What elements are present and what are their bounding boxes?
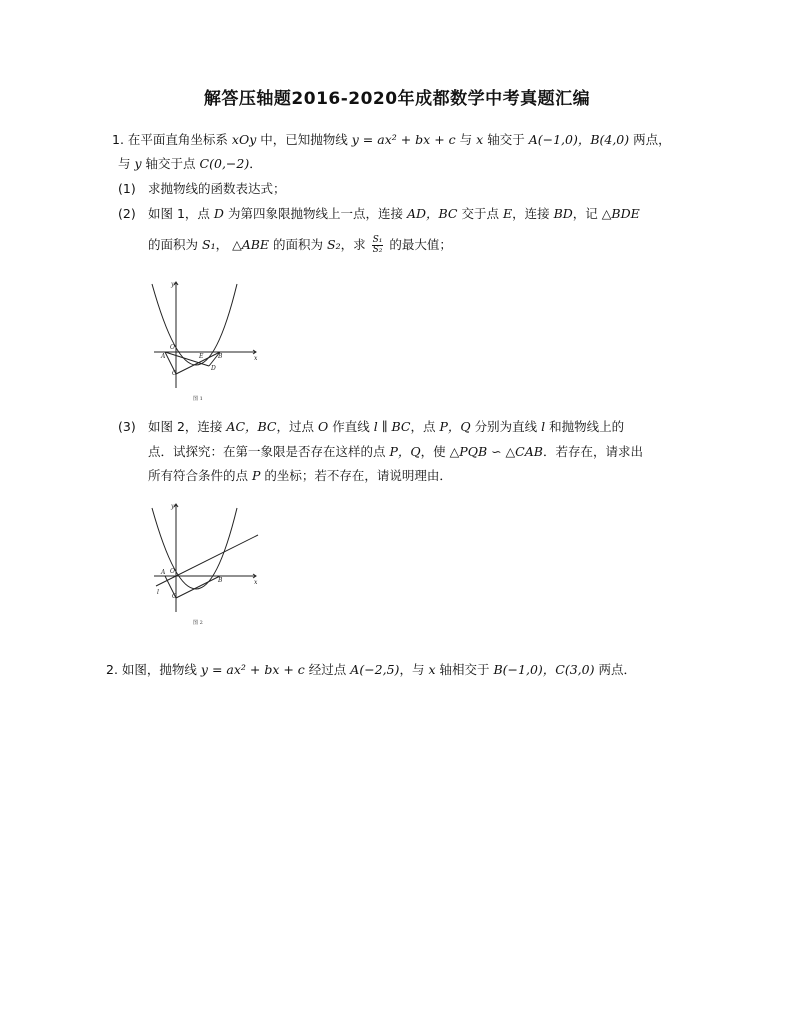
q1-text: 的坐标；若不存在，请说明理由． bbox=[264, 468, 452, 483]
q1-points-ab: A(−1,0)，B(4,0) bbox=[528, 132, 630, 147]
q1-text: 的面积为 bbox=[273, 237, 324, 252]
q1-part-2-number: (2) bbox=[118, 206, 136, 221]
fig2-parabola bbox=[152, 508, 237, 589]
q1-math-xoy: xOy bbox=[231, 132, 257, 147]
q1-text: ，求 bbox=[340, 237, 366, 252]
document-title: 解答压轴题2016-2020年成都数学中考真题汇编 bbox=[203, 89, 591, 109]
q1-text: 的最大值； bbox=[389, 237, 452, 252]
q2-text: 如图，抛物线 bbox=[121, 662, 197, 677]
q2-points-bc: B(−1,0)，C(3,0) bbox=[493, 662, 595, 677]
q1-text: ，记 bbox=[572, 206, 598, 221]
q1-text: 的面积为 bbox=[148, 237, 199, 252]
fraction-denominator: S₂ bbox=[372, 245, 383, 255]
q1-text: 与 bbox=[118, 156, 131, 171]
q1-math-x: x bbox=[476, 132, 484, 147]
q1-text: 作直线 bbox=[332, 419, 370, 434]
fig2-label-b: B bbox=[218, 577, 223, 584]
q1-math: AD，BC bbox=[406, 206, 458, 221]
fig2-label-c: C bbox=[172, 593, 177, 600]
q1-text: 和抛物线上的 bbox=[549, 419, 625, 434]
fig1-label-x: x bbox=[254, 355, 258, 362]
q1-part-2-line-2 bbox=[148, 236, 452, 255]
fig2-label-l: l bbox=[157, 589, 159, 596]
q1-math: l bbox=[541, 419, 546, 434]
fig1-label-b: B bbox=[218, 353, 223, 360]
q1-point-c: C(0,−2) bbox=[199, 156, 250, 171]
q1-part-1-text: 求抛物线的函数表达式； bbox=[148, 181, 286, 196]
q1-math: BD bbox=[553, 206, 573, 221]
q1-equation: y = ax² + bx + c bbox=[351, 132, 456, 147]
q1-text: 为第四象限抛物线上一点，连接 bbox=[227, 206, 403, 221]
fig2-label-a: A bbox=[161, 569, 166, 576]
fig2-label-o: O bbox=[170, 568, 175, 575]
q1-text: ． bbox=[249, 156, 262, 171]
q1-math: △PQB ∽ △CAB bbox=[449, 444, 543, 459]
fig2-caption: 图 2 bbox=[193, 620, 203, 626]
figure-1 bbox=[148, 278, 263, 402]
fig1-label-d: D bbox=[211, 365, 216, 372]
q1-math: P bbox=[252, 468, 261, 483]
fig2-label-y: y bbox=[171, 503, 175, 510]
q1-text: 如图 1，点 bbox=[148, 206, 210, 221]
q1-part-2-line-1 bbox=[148, 205, 640, 223]
fig1-label-c: C bbox=[172, 370, 177, 377]
q1-math: S₁ bbox=[202, 237, 216, 252]
q1-part-1 bbox=[118, 180, 136, 198]
fig1-label-e: E bbox=[199, 353, 204, 360]
q1-math: S₂ bbox=[327, 237, 341, 252]
q1-part-3-line-2 bbox=[148, 443, 643, 461]
q1-part-3-line-1 bbox=[148, 418, 624, 436]
fig2-label-x: x bbox=[254, 579, 258, 586]
q1-text: 轴交于点 bbox=[145, 156, 196, 171]
fig1-label-y: y bbox=[171, 281, 175, 288]
q1-text: 分别为直线 bbox=[474, 419, 538, 434]
q1-math: E bbox=[502, 206, 513, 221]
q1-fraction bbox=[372, 236, 384, 255]
q1-text: ，过点 bbox=[276, 419, 315, 434]
q2-math-x: x bbox=[428, 662, 436, 677]
q2-equation: y = ax² + bx + c bbox=[200, 662, 305, 677]
fig1-label-o: O bbox=[170, 344, 175, 351]
q1-text: ， bbox=[215, 237, 229, 252]
q2-point-a: A(−2,5) bbox=[350, 662, 400, 677]
q1-text: 轴交于 bbox=[487, 132, 525, 147]
q1-number: 1. bbox=[112, 132, 124, 147]
q2-line-1 bbox=[106, 661, 636, 679]
fraction-numerator: S₁ bbox=[372, 235, 383, 245]
q1-text: 在平面直角坐标系 bbox=[127, 132, 228, 147]
q1-text: ，使 bbox=[420, 444, 446, 459]
q1-text: ．若存在，请求出 bbox=[542, 444, 643, 459]
q1-text: 两点， bbox=[633, 132, 671, 147]
q1-math: D bbox=[213, 206, 224, 221]
q1-text: 如图 2，连接 bbox=[148, 419, 223, 434]
fig2-segment-bc bbox=[176, 576, 220, 598]
q1-math: P，Q bbox=[389, 444, 421, 459]
q1-text: ，点 bbox=[410, 419, 436, 434]
q2-text: 两点． bbox=[598, 662, 636, 677]
q1-text: 交于点 bbox=[461, 206, 499, 221]
q1-math: O bbox=[318, 419, 329, 434]
q1-text: ，连接 bbox=[512, 206, 550, 221]
q1-math: l ∥ BC bbox=[373, 419, 411, 434]
fig1-caption: 图 1 bbox=[193, 396, 203, 402]
q1-part-1-number: (1) bbox=[118, 181, 136, 196]
q2-text: 轴相交于 bbox=[439, 662, 490, 677]
q1-text: 所有符合条件的点 bbox=[148, 468, 249, 483]
figure-2 bbox=[148, 500, 263, 628]
q1-line-1 bbox=[112, 131, 671, 149]
q1-math: △ABE bbox=[232, 237, 270, 252]
q1-math: P，Q bbox=[439, 419, 471, 434]
q2-text: ，与 bbox=[399, 662, 425, 677]
q1-text: 点．试探究：在第一象限是否存在这样的点 bbox=[148, 444, 386, 459]
q1-math: △BDE bbox=[601, 206, 640, 221]
q1-line-2 bbox=[118, 155, 262, 173]
fig1-label-a: A bbox=[161, 353, 166, 360]
q1-text: 与 bbox=[459, 132, 473, 147]
q1-part-3-number: (3) bbox=[118, 419, 136, 434]
q1-part-3-line-3 bbox=[148, 467, 452, 485]
q2-text: 经过点 bbox=[308, 662, 347, 677]
q2-number: 2. bbox=[106, 662, 118, 677]
fig2-line-l bbox=[156, 535, 258, 586]
q1-math-y: y bbox=[134, 156, 142, 171]
q1-math: AC，BC bbox=[226, 419, 277, 434]
q1-text: 中，已知抛物线 bbox=[260, 132, 348, 147]
